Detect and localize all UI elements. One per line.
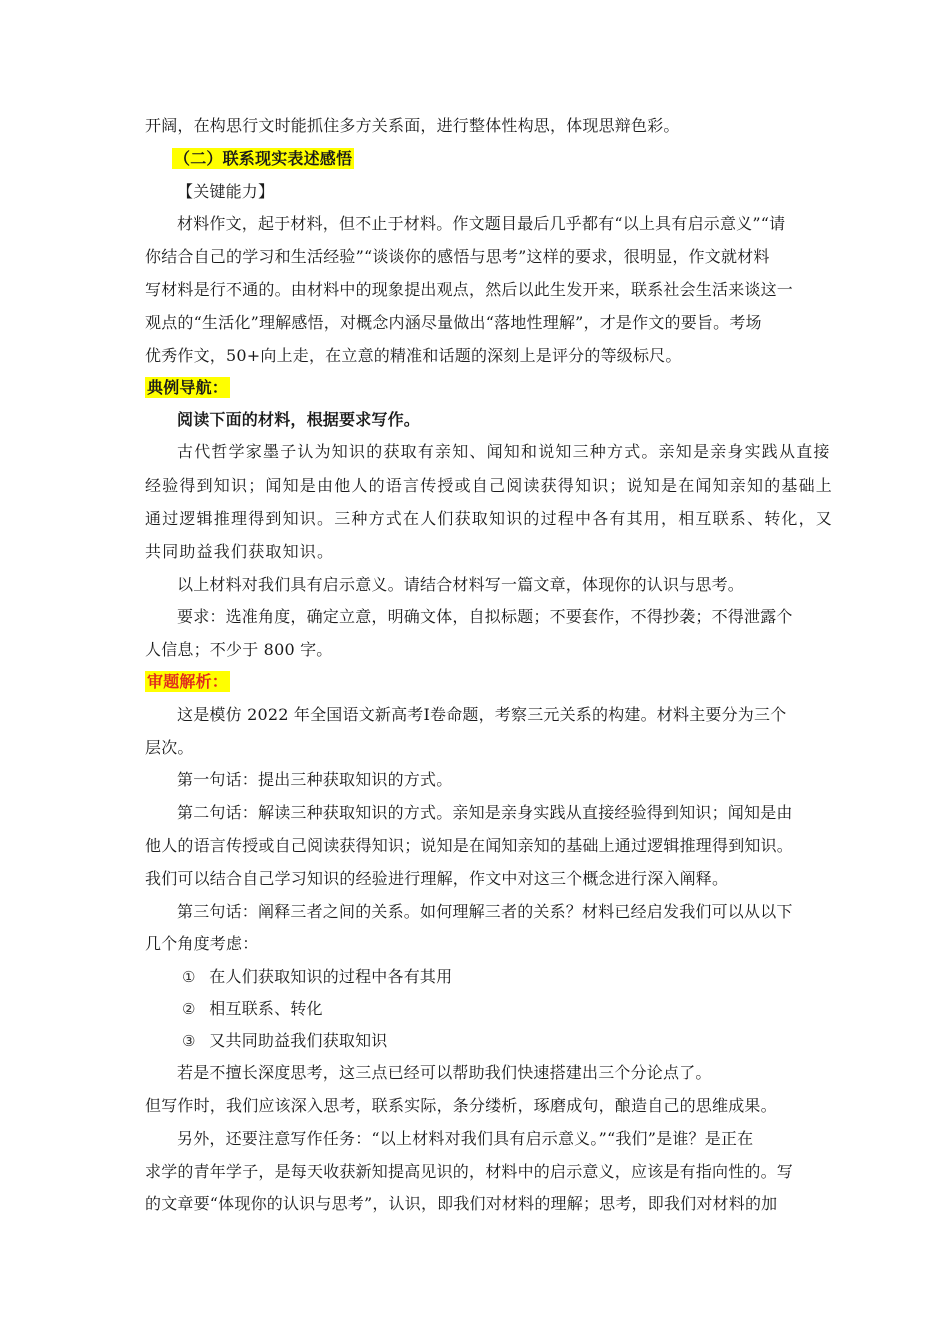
sentence3-line: 第三句话：阐释三者之间的关系。如何理解三者的关系？材料已经启发我们可以从以下 — [177, 902, 793, 921]
point-number: ② — [182, 1000, 196, 1018]
point-number: ① — [182, 968, 196, 986]
section-heading-text: （二）联系现实表述感悟 — [174, 149, 353, 168]
analysis-intro-line: 层次。 — [145, 738, 194, 757]
task-instruction: 阅读下面的材料，根据要求写作。 — [177, 410, 421, 429]
paragraph-continuation: 开阔，在构思行文时能抓住多方关系面，进行整体性构思，体现思辩色彩。 — [145, 116, 680, 135]
point-number: ③ — [182, 1032, 196, 1050]
sentence2-line: 我们可以结合自己学习知识的经验进行理解，作文中对这三个概念进行深入阐释。 — [145, 869, 729, 888]
material-line: 经验得到知识；闻知是由他人的语言传授或自己阅读获得知识；说知是在闻知亲知的基础上 — [145, 476, 834, 495]
ability-line: 写材料是行不通的。由材料中的现象提出观点，然后以此生发开来，联系社会生活来谈这一 — [145, 280, 794, 299]
analysis-intro-line: 这是模仿 2022 年全国语文新高考Ⅰ卷命题，考察三元关系的构建。材料主要分为三个 — [177, 705, 787, 724]
requirement-line: 人信息；不少于 800 字。 — [145, 640, 333, 659]
final-line: 的文章要“体现你的认识与思考”，认识，即我们对材料的理解；思考，即我们对材料的加 — [145, 1194, 778, 1213]
section-heading — [172, 149, 354, 169]
sentence2-line: 他人的语言传授或自己阅读获得知识；说知是在闻知亲知的基础上通过逻辑推理得到知识。 — [145, 836, 794, 855]
analysis-label — [145, 672, 230, 692]
point-item — [182, 1031, 388, 1051]
material-line: 通过逻辑推理得到知识。三种方式在人们获取知识的过程中各有其用，相互联系、转化，又 — [145, 509, 834, 528]
sentence3-line: 几个角度考虑： — [145, 934, 259, 953]
ability-line: 材料作文，起于材料，但不止于材料。作文题目最后几乎都有“以上具有启示意义”“请 — [177, 214, 786, 233]
conclusion-line: 若是不擅长深度思考，这三点已经可以帮助我们快速搭建出三个分论点了。 — [177, 1063, 712, 1082]
prompt-line: 以上材料对我们具有启示意义。请结合材料写一篇文章，体现你的认识与思考。 — [177, 575, 745, 594]
point-text: 在人们获取知识的过程中各有其用 — [209, 967, 453, 986]
requirement-line: 要求：选准角度，确定立意，明确文体，自拟标题；不要套作，不得抄袭；不得泄露个 — [177, 607, 793, 626]
material-line: 古代哲学家墨子认为知识的获取有亲知、闻知和说知三种方式。亲知是亲身实践从直接 — [177, 442, 831, 461]
ability-line: 观点的“生活化”理解感悟，对概念内涵尽量做出“落地性理解”，才是作文的要旨。考场 — [145, 313, 762, 332]
material-line: 共同助益我们获取知识。 — [145, 542, 335, 561]
point-item — [182, 999, 323, 1019]
example-label — [145, 378, 230, 398]
analysis-label-text: 审题解析： — [147, 672, 229, 691]
conclusion-line: 但写作时，我们应该深入思考，联系实际，条分缕析，琢磨成句，酿造自己的思维成果。 — [145, 1096, 777, 1115]
final-line: 另外，还要注意写作任务：“以上材料对我们具有启示意义。”“我们”是谁？是正在 — [177, 1129, 754, 1148]
sentence1-line: 第一句话：提出三种获取知识的方式。 — [177, 770, 453, 789]
point-text: 相互联系、转化 — [209, 999, 323, 1018]
ability-line: 你结合自己的学习和生活经验”“谈谈你的感悟与思考”这样的要求，很明显，作文就材料 — [145, 247, 770, 266]
point-item — [182, 967, 452, 987]
ability-line: 优秀作文，50+向上走，在立意的精准和话题的深刻上是评分的等级标尺。 — [145, 346, 682, 365]
sentence2-line: 第二句话：解读三种获取知识的方式。亲知是亲身实践从直接经验得到知识；闻知是由 — [177, 803, 793, 822]
example-label-text: 典例导航： — [147, 378, 229, 397]
key-ability-label: 【关键能力】 — [177, 182, 275, 201]
point-text: 又共同助益我们获取知识 — [209, 1031, 388, 1050]
final-line: 求学的青年学子，是每天收获新知提高见识的，材料中的启示意义，应该是有指向性的。写 — [145, 1162, 794, 1181]
